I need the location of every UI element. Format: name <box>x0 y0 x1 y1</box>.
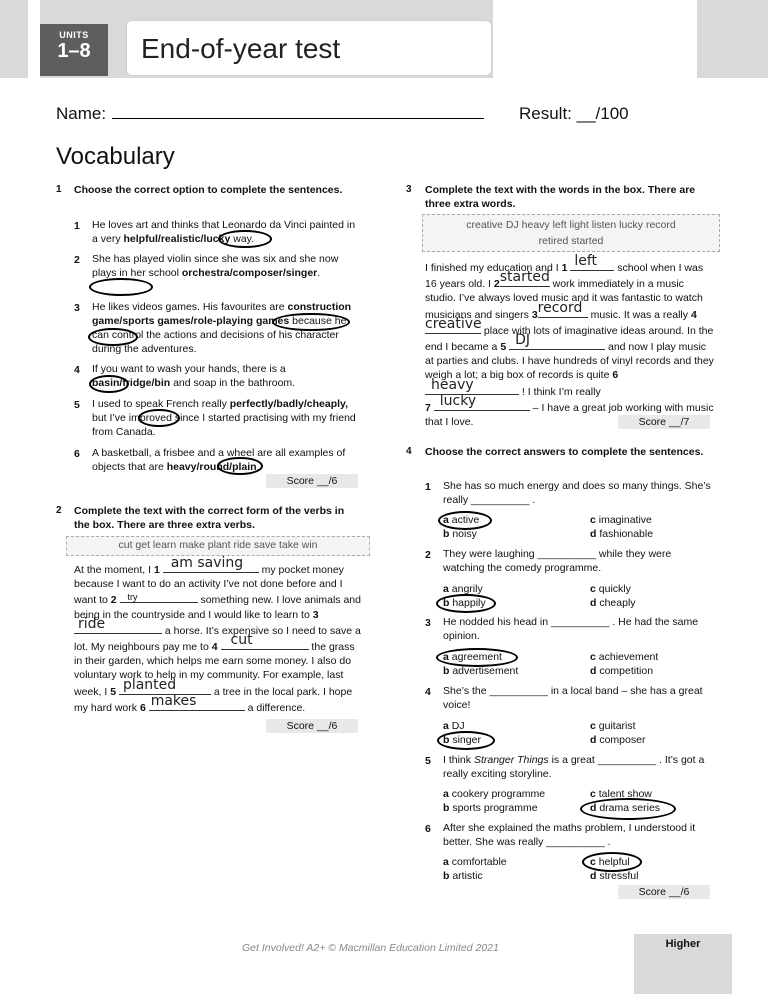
question-stem: She has so much energy and does so many things. She’s really __________ . <box>443 480 711 506</box>
option-c[interactable]: c quickly <box>590 583 631 595</box>
option-b[interactable]: b noisy <box>443 528 477 540</box>
handwritten-answer: lucky <box>439 392 477 409</box>
list-item: I used to speak French really perfectly/badly/cheaply, but I’ve improved since I started practising with my friend from Canada. <box>92 398 356 438</box>
score-box: Score __/6 <box>618 885 710 899</box>
question-stem: They were laughing __________ while they were watching the comedy programme. <box>443 548 672 574</box>
option-a[interactable]: a comfortable <box>443 856 507 868</box>
score-box: Score __/6 <box>266 474 358 488</box>
option-b[interactable]: b artistic <box>443 870 483 882</box>
option-b[interactable]: b singer <box>443 734 481 746</box>
gap-fill-text: At the moment, I 1 am saving my pocket money because I want to do an activity I’ve not done before and I want to 2 try something new. I love animals and being in the countryside and I would like to learn to 3 ride a horse. It’s expensive so I need to save a lot. My neighbours pay me to 4 cut the grass in their garden, which helps me earn some money. I also do voluntary work to help in my community. For example, last week, I 5 planted a tree in the local park. I hope my hard work 6 makes a difference. <box>74 555 361 714</box>
answer-circle <box>582 852 642 872</box>
option-b[interactable]: b sports programme <box>443 802 538 814</box>
name-blank[interactable] <box>112 104 484 119</box>
word-box-line: retired started <box>538 235 604 247</box>
item-number: 2 <box>425 549 431 561</box>
option-d[interactable]: d cheaply <box>590 597 636 609</box>
question-instruction: Complete the text with the words in the box. There are three extra words. <box>425 184 696 210</box>
list-item: He likes videos games. His favourites are construction game/sports games/role-playing games because he can control the actions and decisions of his character during the adventures. <box>92 301 352 355</box>
footer-copyright: Get Involved! A2+ © Macmillan Education Limited 2021 <box>242 942 499 954</box>
question-number: 1 <box>56 184 62 195</box>
option-d[interactable]: d competition <box>590 665 654 677</box>
question-stem: I think Stranger Things is a great __________ . It’s got a really exciting storyline. <box>443 754 705 780</box>
answer-circle <box>218 230 272 248</box>
option-c[interactable]: c achievement <box>590 651 659 663</box>
header-gap-right <box>493 0 697 78</box>
option-c[interactable]: c imaginative <box>590 514 652 526</box>
units-range: 1–8 <box>57 40 91 62</box>
score-box: Score __/6 <box>266 719 358 733</box>
answer-circle <box>436 648 518 667</box>
handwritten-answer: DJ <box>515 332 530 349</box>
answer-circle <box>88 328 138 346</box>
answer-circle <box>437 731 495 750</box>
word-box: cut get learn make plant ride save take win <box>66 536 370 556</box>
question-number: 4 <box>406 446 412 457</box>
item-number: 1 <box>425 481 431 493</box>
question-instruction: Complete the text with the correct form of the verbs in the box. There are three extra verbs. <box>74 505 345 531</box>
answer-circle <box>89 375 129 393</box>
header-gap <box>28 0 40 78</box>
item-number: 5 <box>74 399 80 411</box>
item-number: 6 <box>74 448 80 460</box>
answer-circle <box>272 313 350 331</box>
question-number: 2 <box>56 505 62 516</box>
score-box: Score __/7 <box>618 415 710 429</box>
item-number: 2 <box>74 254 80 266</box>
handwritten-answer: try <box>127 592 138 603</box>
item-number: 1 <box>74 220 80 232</box>
item-number: 6 <box>425 823 431 835</box>
item-number: 4 <box>74 364 80 376</box>
option-a[interactable]: a cookery programme <box>443 788 546 800</box>
name-label: Name: <box>56 104 107 123</box>
handwritten-answer: left <box>574 253 598 269</box>
option-b[interactable]: b happily <box>443 597 486 609</box>
handwritten-answer: am saving <box>170 555 244 571</box>
option-c[interactable]: c guitarist <box>590 720 636 732</box>
question-instruction: Choose the correct option to complete the sentences. <box>74 184 343 196</box>
option-d[interactable]: d drama series <box>590 802 661 814</box>
handwritten-answer: heavy <box>431 376 474 393</box>
option-a[interactable]: a DJ <box>443 720 465 732</box>
item-number: 5 <box>425 755 431 767</box>
page-title: End-of-year test <box>126 20 492 76</box>
level-badge: Higher <box>634 934 732 994</box>
answer-circle <box>89 278 153 296</box>
item-number: 3 <box>74 302 80 314</box>
units-badge <box>40 24 108 76</box>
handwritten-answer: record <box>537 299 583 316</box>
question-instruction: Choose the correct answers to complete the sentences. <box>425 446 704 458</box>
answer-circle <box>580 798 676 820</box>
name-field[interactable] <box>56 104 484 124</box>
option-d[interactable]: d composer <box>590 734 646 746</box>
answer-circle <box>217 457 263 475</box>
gap-fill-text: I finished my education and I 1 left school when I was 16 years old. I 2 started work immediately in a music studio. I’ve always loved music and it was fantastic to watch musicians and singers 3 record music. It was a really 4 creative place with lots of imaginative ideas around. In the end I became a 5 DJ and now I play music at parties and clubs. I have hundreds of vinyl records and they weigh a lot; a big box of records is quite 6 heavy ! I think I’m really 7 lucky – I have a great job working with music that I love. <box>425 253 714 429</box>
units-label: UNITS <box>59 30 89 40</box>
option-c[interactable]: c talent show <box>590 788 652 800</box>
item-number: 4 <box>425 686 431 698</box>
option-d[interactable]: d fashionable <box>590 528 654 540</box>
answer-circle <box>438 511 492 530</box>
answer-circle <box>138 409 180 427</box>
option-a[interactable]: a agreement <box>443 651 502 663</box>
question-stem: After she explained the maths problem, I understood it better. She was really __________ . <box>443 822 696 848</box>
question-stem: She’s the __________ in a local band – she has a great voice! <box>443 685 703 711</box>
handwritten-answer: makes <box>150 692 197 709</box>
handwritten-answer: creative <box>425 315 482 332</box>
handwritten-answer: planted <box>122 676 177 693</box>
list-item: He loves art and thinks that Leonardo da Vinci painted in a very helpful/realistic/lucky way. <box>92 219 356 245</box>
handwritten-answer: ride <box>78 615 106 632</box>
option-b[interactable]: b advertisement <box>443 665 519 677</box>
handwritten-answer: started <box>499 269 550 286</box>
handwritten-answer: cut <box>230 632 253 649</box>
word-box <box>422 214 720 252</box>
list-item: A basketball, a frisbee and a wheel are all examples of objects that are heavy/round/plain. <box>92 447 346 473</box>
list-item: She has played violin since she was six and she now plays in her school orchestra/composer/singer. <box>92 253 339 279</box>
option-c[interactable]: c helpful <box>590 856 630 868</box>
item-number: 3 <box>425 617 431 629</box>
option-a[interactable]: a active <box>443 514 480 526</box>
list-item: If you want to wash your hands, there is a basin/fridge/bin and soap in the bathroom. <box>92 363 296 389</box>
question-stem: He nodded his head in __________ . He had the same opinion. <box>443 616 699 642</box>
word-box-line: creative DJ heavy left light listen lucky record <box>466 219 676 231</box>
result-label: Result: __/100 <box>519 104 629 123</box>
option-a[interactable]: a angrily <box>443 583 483 595</box>
question-number: 3 <box>406 184 412 195</box>
section-title: Vocabulary <box>56 143 175 170</box>
answer-circle <box>436 594 496 613</box>
option-d[interactable]: d stressful <box>590 870 639 882</box>
